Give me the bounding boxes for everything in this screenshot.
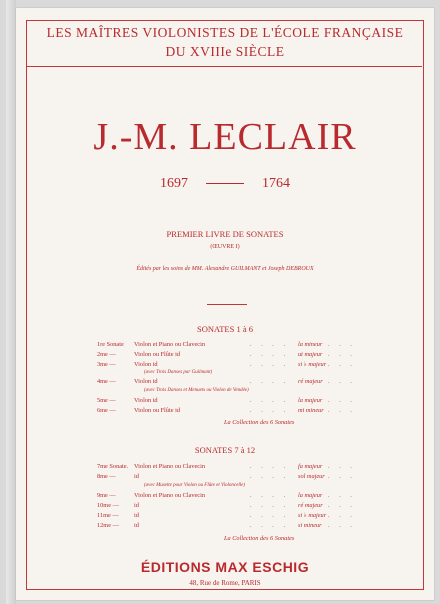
sonata-key: la majeur <box>298 397 323 404</box>
instrumentation: Violon id <box>134 361 158 368</box>
instrumentation: id <box>134 522 139 529</box>
leader-dots: . . . <box>328 341 356 348</box>
sonata-number: 2me — <box>97 351 116 358</box>
leader-dots: . . . <box>328 361 356 368</box>
series-title: LES MAÎTRES VIOLONISTES DE L'ÉCOLE FRANÇAISE <box>46 25 404 40</box>
sonata-row <box>16 473 434 482</box>
composer-dates <box>16 176 434 192</box>
sonata-number: 3me — <box>97 361 116 368</box>
sonata-number: 4me — <box>97 378 116 385</box>
sonata-number: 11me — <box>97 512 119 519</box>
sonata-key: ut majeur <box>298 351 323 358</box>
composer-name: J.-M. LECLAIR <box>93 116 357 158</box>
leader-dots: . . . . <box>250 397 290 404</box>
editor-note: (avec Trois Danses et Menuets ou Violon de Vendée) <box>144 388 249 393</box>
divider-rule <box>207 304 247 305</box>
publisher-name: ÉDITIONS MAX ESCHIG <box>140 559 310 575</box>
birth-year: 1697 <box>160 176 188 191</box>
sonata-key: si ♭ majeur <box>298 512 327 519</box>
leader-dots: . . . . <box>250 378 290 385</box>
sonata-number: 5me — <box>97 397 116 404</box>
leader-dots: . . . <box>328 463 356 470</box>
leader-dots: . . . . <box>250 341 290 348</box>
instrumentation: Violon et Piano ou Clavecin <box>134 492 205 499</box>
instrumentation: id <box>134 512 139 519</box>
sonata-key: fa majeur <box>298 463 323 470</box>
leader-dots: . . . . <box>250 502 290 509</box>
sonata-number: 7me Sonate. <box>97 463 129 470</box>
score-cover <box>16 8 434 600</box>
sonata-row <box>16 407 434 416</box>
instrumentation: Violon et Piano ou Clavecin <box>134 463 205 470</box>
sonata-key: ré majeur <box>298 378 323 385</box>
leader-dots: . . . <box>328 351 356 358</box>
leader-dots: . . . <box>328 378 356 385</box>
instrumentation: Violon ou Flûte id <box>134 407 180 414</box>
series-subtitle: DU XVIIIe SIÈCLE <box>165 44 285 59</box>
section2-title: SONATES 7 à 12 <box>194 445 256 455</box>
sonata-number: 9me — <box>97 492 116 499</box>
instrumentation: Violon et Piano ou Clavecin <box>134 341 205 348</box>
leader-dots: . . . . <box>250 351 290 358</box>
sonata-row <box>16 502 434 511</box>
death-year: 1764 <box>262 176 290 191</box>
leader-dots: . . . <box>328 522 356 529</box>
sonata-row <box>16 341 434 350</box>
instrumentation: Violon id <box>134 378 158 385</box>
sonata-key: si mineur <box>298 522 322 529</box>
sonata-row <box>16 463 434 472</box>
sonata-key: la mineur <box>298 341 323 348</box>
collection-line: La Collection des 6 Sonates <box>224 535 295 542</box>
leader-dots: . . . . <box>250 522 290 529</box>
sonata-number: 1re Sonate <box>97 341 124 348</box>
leader-dots: . . . <box>328 492 356 499</box>
publisher-address: 48, Rue de Rome, PARIS <box>189 579 261 587</box>
sonata-key: sol majeur <box>298 473 325 480</box>
leader-dots: . . . <box>328 512 356 519</box>
sonata-row <box>16 361 434 370</box>
dates-dash <box>206 183 244 184</box>
sonata-key: ré majeur <box>298 502 323 509</box>
sonata-key: la majeur <box>298 492 323 499</box>
editors-line: Édités par les soins de MM. Alexandre GUILMANT et Joseph DEBROUX <box>136 266 314 272</box>
binding-edge <box>6 0 16 604</box>
leader-dots: . . . . <box>250 361 290 368</box>
sonata-key: si ♭ majeur <box>298 361 327 368</box>
sonata-key: mi mineur <box>298 407 324 414</box>
section1-title: SONATES 1 à 6 <box>197 324 253 334</box>
header-rule <box>26 66 422 67</box>
instrumentation: Violon ou Flûte id <box>134 351 180 358</box>
sonata-number: 8me — <box>97 473 116 480</box>
sonata-row <box>16 378 434 387</box>
collection-line: La Collection des 6 Sonates <box>224 419 295 426</box>
sonata-row <box>16 492 434 501</box>
sonata-row <box>16 522 434 531</box>
sonata-number: 6me — <box>97 407 116 414</box>
leader-dots: . . . . <box>250 492 290 499</box>
leader-dots: . . . <box>328 502 356 509</box>
opus-number: (ŒUVRE I) <box>210 244 240 250</box>
sonata-row <box>16 512 434 521</box>
sonata-row <box>16 351 434 360</box>
leader-dots: . . . <box>328 473 356 480</box>
leader-dots: . . . <box>328 407 356 414</box>
editor-note: (avec Musette pour Violon ou Flûte et Violoncelle) <box>144 483 246 488</box>
leader-dots: . . . . <box>250 407 290 414</box>
leader-dots: . . . <box>328 397 356 404</box>
leader-dots: . . . . <box>250 463 290 470</box>
instrumentation: id <box>134 473 139 480</box>
sonata-row <box>16 397 434 406</box>
editor-note: (avec Trois Danses par Guilmant) <box>144 370 213 375</box>
book-title: PREMIER LIVRE DE SONATES <box>166 229 284 239</box>
sonata-number: 12me — <box>97 522 119 529</box>
sonata-number: 10me — <box>97 502 119 509</box>
instrumentation: id <box>134 502 139 509</box>
leader-dots: . . . . <box>250 512 290 519</box>
instrumentation: Violon id <box>134 397 158 404</box>
leader-dots: . . . . <box>250 473 290 480</box>
